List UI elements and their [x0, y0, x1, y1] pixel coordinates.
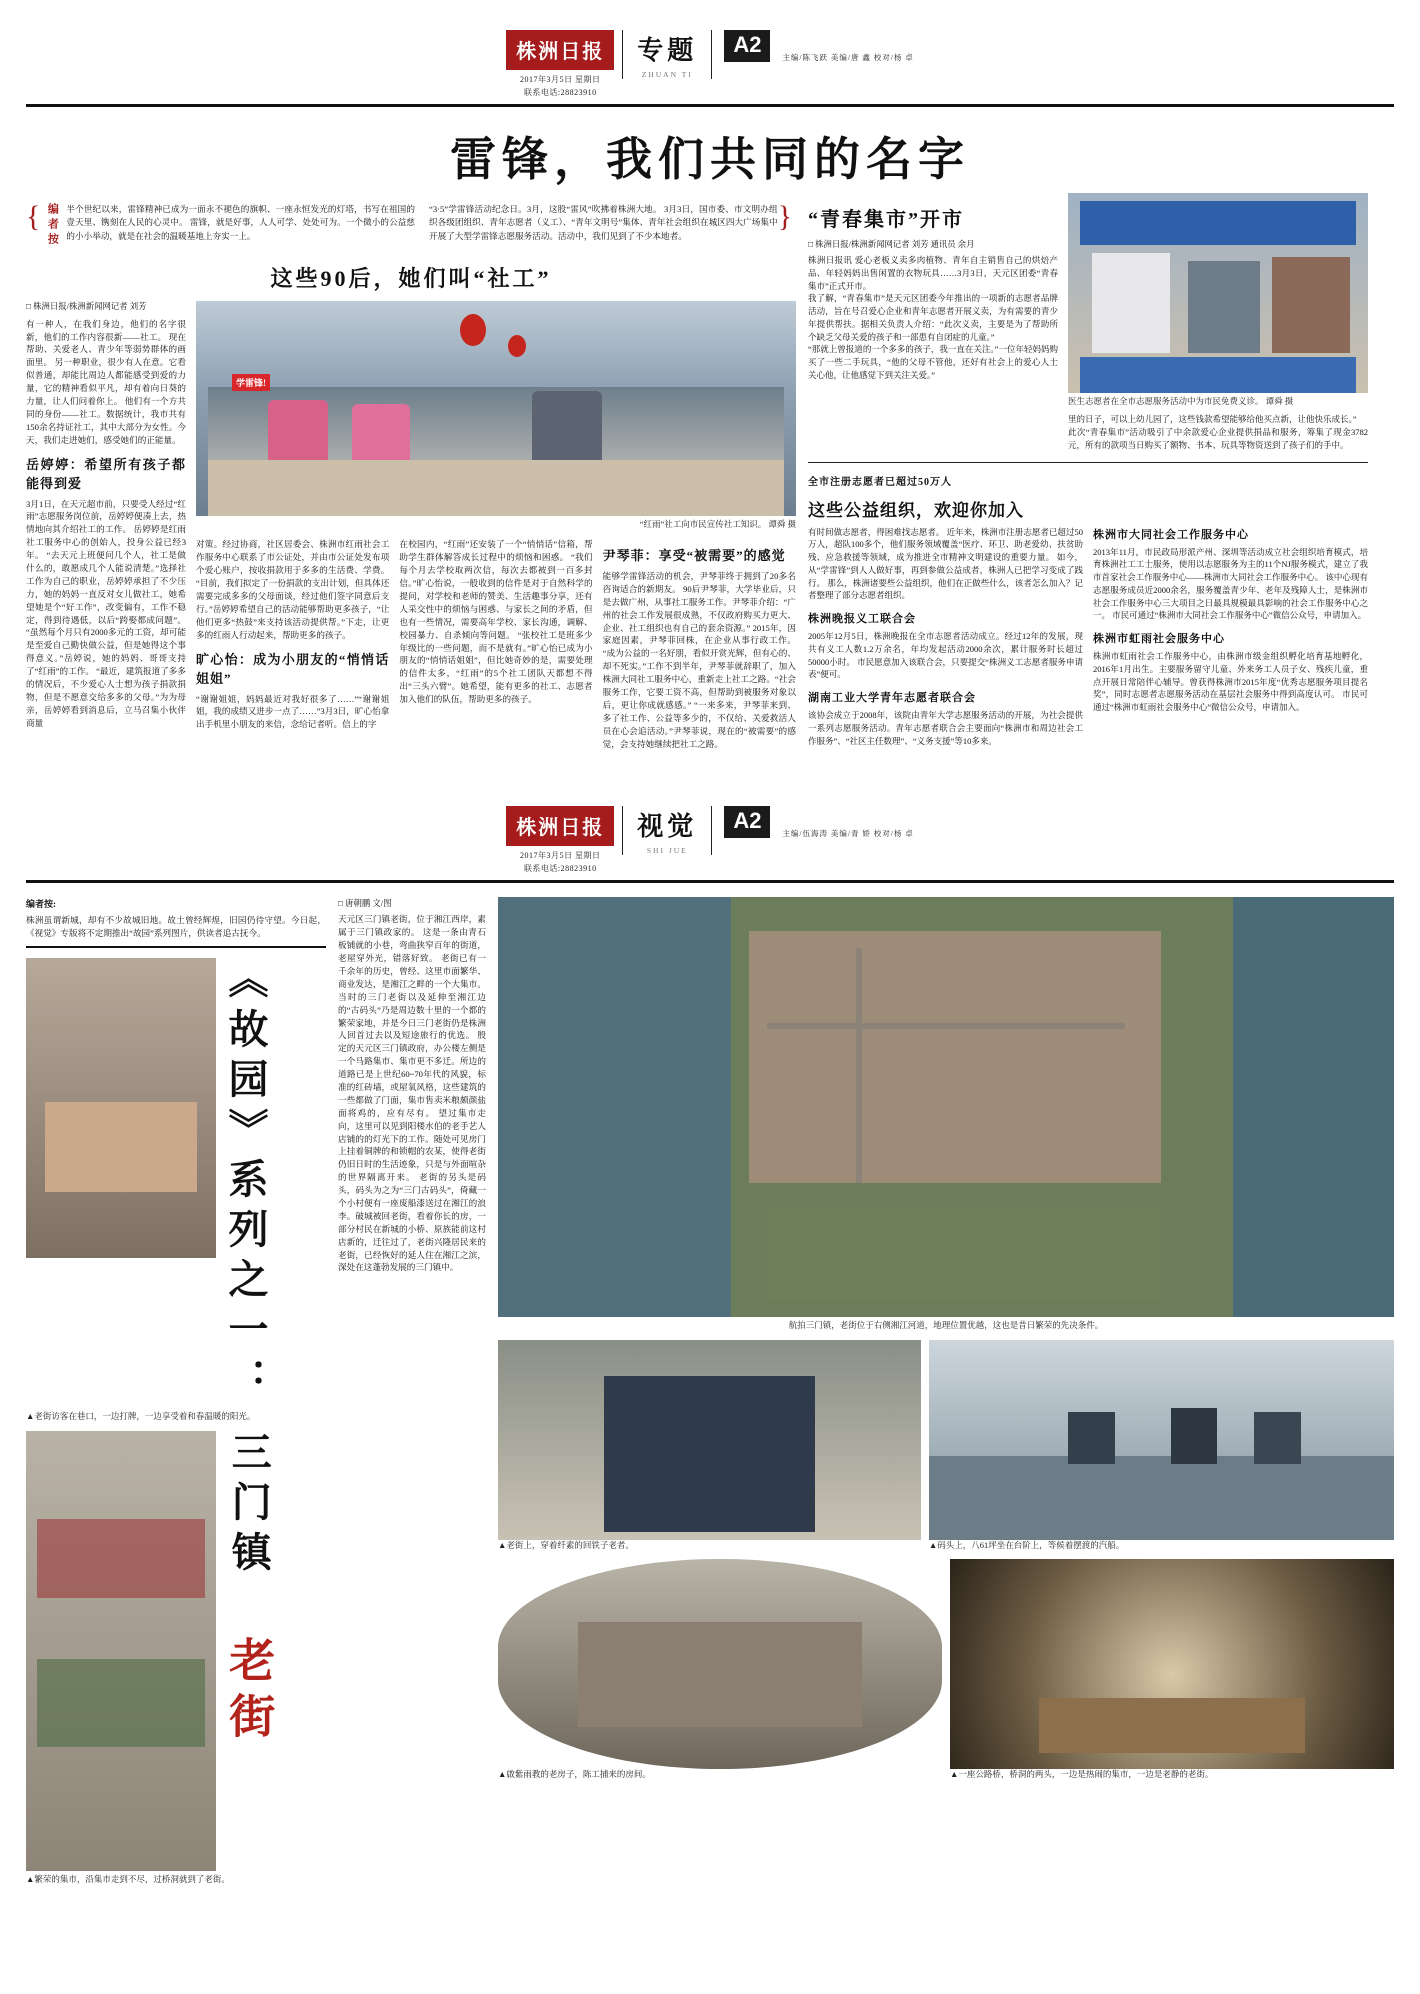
photo-banner-label: 学雷锋!: [232, 374, 270, 391]
story3-headline: 这些公益组织，欢迎你加入: [808, 500, 1024, 520]
intro-text: 天元区三门镇老街，位于湘江西岸，素属于三门镇政家的。 这是一条由青石板铺就的小巷，弯曲狭窄百年的街道，老屋穿外光，错落好致。 老街已有一千余年的历史，曾经、这里市面繁华、商业发达，是湘江之畔的一个大集市。当时的三门老街以及延伸至湘江边的“古码头”乃是周边数十里的一个都的繁荣家地，并是今日三门老街仍是株洲人回首过去以及短途旅行的优选。 殷定的天元区三门镇政府，办公楼左侧是一个马路集市、集市更不多迁。所边的道路已是上世纪60~70年代的风貌，标准的红砖墙，或屋氧风格，这些建筑的一些都做了门面，集市售卖米粮颇颜盐面将鸡的，应有尽有。 望过集市走向，这里可以见到阳楼水伯的老手艺人店铺的的灯光下的工作。随处可见房门上挂着铜牌的和锁帽的农某，使得老街仍旧日时的生活迹象，只是与外面喧杂的世界隔离开来。 老街的另头是码头，码头为之为“三门古码头”，倚藏一个小村便有一座废船漆送过在湘江的浪李。破城被回老街，看着你长的房，一部分村民在新城的小桥、原族能前这村店新的，迁往过了，老街兴隆居民来的老街，已经恢好的延人住在湘江之滨，深处在这蓬勃发展的三门镇中。: [338, 914, 486, 1273]
brace-right-icon: }: [777, 200, 792, 233]
story-shoulder-1: 岳婷婷：希望所有孩子都能得到爱: [26, 456, 186, 492]
editor-note: [26, 200, 796, 248]
photo-background: [26, 1431, 216, 1871]
story-columns-top: [26, 301, 796, 750]
caption-man: ▲老街上，穿着纤素的回铁子老者。: [498, 1539, 634, 1550]
org-text-3: 2013年11月，市民政局形派产州、深圳等活动成立社会组织培育模式，培育株洲社工工士服务，使用以志愿服务为主的11个NJ服务模式，建立了我市首家社会工作服务中心——株洲市大同社会工作服务中心。 该中心现有志愿服务成员近2000余名，服务覆盖青少年、老年及残障人士，是株洲市社会工作服务中心三大项目之日最具规模最具影响的社会工作服务中心之一。 市民可通过“株洲市大同社会工作服务中心”微信公众号，申请加入。: [1093, 546, 1368, 621]
page-badge: A2: [724, 30, 770, 62]
paper-name: 株洲日报: [506, 806, 614, 846]
series-title-red: 老街: [223, 1635, 275, 1748]
photo-person: [1171, 1408, 1218, 1464]
series-title-vertical-2: [223, 1430, 275, 1748]
caption-market: ▲繁荣的集市，沿集市走到不尽，过桥洞就到了老街。: [26, 1873, 230, 1884]
photo-river-ferry: [929, 1340, 1394, 1540]
section-pinyin: SHI JUE: [646, 846, 688, 856]
photo-market: [26, 1431, 216, 1871]
photo-wall: [578, 1622, 862, 1727]
story2-p2: 我了解，“青春集市”是天元区团委今年推出的一项新的志愿者品牌活动，旨在号召爱心企业和青年志愿者开展义卖，为有需要的青少年提供帮扶。据相关负责人介绍：“此次义卖，主要是为了帮助所个缺乏父母关爱的孩子和一部患有自闭症的儿童。”: [808, 293, 1058, 342]
photo-person: [1092, 253, 1170, 353]
masthead-page1: [0, 0, 1420, 104]
story-col-5: [399, 538, 592, 750]
editorial-credit: 主编/陈飞跃 美编/唐 鑫 校对/杨 卓: [782, 53, 914, 62]
page1-left-column: [26, 193, 796, 750]
intro-byline: □ 唐朝鹏 文/图: [338, 899, 392, 909]
org-text-4: 株洲市虹雨社会工作服务中心，由株洲市级金组织孵化培育基地孵化，2016年1月出生。主要服务留守儿童、外来务工人员子女、残疾儿童，重点开展日常陪伴心辅导。曾获得株洲市2015年度“优秀志愿服务项目提名奖”，同时志愿者志愿服务活动在基层社会服务中得到高度认可。 市民可通过“株洲市虹雨社会服务中心”微信公众号，申请加入。: [1093, 651, 1368, 713]
photo-old-street-people: [26, 958, 216, 1258]
editor-note-label-2: 编者按:: [26, 899, 56, 910]
photo-table: [1080, 357, 1356, 393]
page2-content: [0, 897, 1420, 1885]
masthead-rule-2: [26, 880, 1394, 883]
story-col-3: [196, 538, 389, 750]
series-title-1: 《故园》系列之一：: [223, 958, 268, 1409]
org-name-4: 株洲市虹雨社会服务中心: [1093, 633, 1225, 646]
story-columns-bottom: [196, 538, 796, 750]
page2: [0, 776, 1420, 1885]
story-col4-text: “谢谢姐姐，妈妈最近对我好很多了……”“谢谢姐姐，我的成绩又进步一点了……”3月3日，旷心怡拿出手机里小朋友的来信，念给记者听。信上的字: [196, 693, 390, 730]
caption-left-top: ▲老街访客在巷口，一边打牌，一边享受着和春温暖的阳光。: [26, 1411, 256, 1422]
page-badge: A2: [724, 806, 770, 838]
story2-p1: 株洲日报讯 爱心老板义卖多肉植物、青年自主销售自己的烘焙产品、年轻妈妈出售闲置的衣物玩具……3月3日，天元区团委“青春集市”正式开市。: [808, 255, 1058, 291]
editorial-credit: 主编/伍海涛 美编/青 娇 校对/杨 卓: [782, 829, 914, 839]
masthead-brand-2: [506, 806, 614, 874]
story-subhead: 这些90后，她们叫“社工”: [270, 266, 552, 291]
masthead-rule: [26, 104, 1394, 107]
photo-river-right: [1233, 897, 1394, 1317]
orgs-col-1: [808, 526, 1083, 748]
photo-person: [1068, 1412, 1115, 1464]
photo-rooftops: [749, 931, 1161, 1183]
photo-man-portrait: [498, 1340, 921, 1540]
masthead-page2: [0, 776, 1420, 880]
org-text-1: 2005年12月5日，株洲晚报在全市志愿者活动成立。经过12年的发展，现共有义工人数1.2万余名，年均发起活动2000余次，累计服务时长超过50000小时。 市民愿意加入该联合会，只要提交“株洲义工志愿者服务申请表”便可。: [808, 631, 1083, 680]
story-col2-text: 3月1日，在天元超市前，只要受人经过“红雨”志愿服务岗位前，岳婷婷便凑上去，热情地向其介绍社工的工作。 岳婷婷是红雨社工服务中心的创始人，投身公益已经3年。 “去天元上班便问几个人，社工是做什么的，敢愿成几个人能说清楚。”选择社工作为自己的职业，岳婷婷承担了不少压力，她的妈妈一直反对女儿做社工，她希望她是个“好工作”，改变偏有，工作不稳定，得到待遇低，以后“跨娶都成问题”。 “虽然每个月只有2000多元的工资，却可能是至爱自己勤快做公益，但是她得这个事得意义。”岳婷说，她的妈妈、哥哥支持了“红雨”的工作。 “最近，建筑报道了多多的情况后，不少爱心人士想为孩子捐款捐物，但是不愿意交给多多的父母。”为为母亲，岳婷婷看到消息后，立马召集小伙伴商量: [26, 498, 186, 728]
editor-note-col1: 半个世纪以来，雷锋精神已成为一面永不褪色的旗帜、一座永恒发光的灯塔，书写在祖国的壹天里、镌刻在人民的心灵中。 雷锋，就是好事，人人可学、处处可为。一个微小的公益慈的小小举动，就是在社会的温暖基地上夯实一上。: [66, 204, 415, 241]
masthead-brand: [506, 30, 614, 98]
photo-social-workers: [196, 301, 796, 516]
org-name-1: 株洲晚报义工联合会: [808, 613, 916, 626]
paper-name: 株洲日报: [506, 30, 614, 70]
story2-p5: 此次“青春集市”活动吸引了中余款爱心企业提供捐品和服务，筹集了现金3782元，所有的款项当日购买了额物、书本、玩具等物资送到了孩子们的手中。: [1068, 427, 1368, 450]
contact-phone: 联系电话:28823910: [523, 88, 597, 97]
story-col-1: [26, 301, 186, 750]
photo-table: [45, 1102, 197, 1192]
orgs-columns: [808, 526, 1368, 748]
photo-person: [604, 1376, 815, 1532]
page-number-block: [712, 30, 770, 62]
series-title-2: 三门镇: [226, 1430, 272, 1581]
caption-river: ▲码头上，八61坪坐在台阶上，等候着摆渡的汽船。: [928, 1539, 1125, 1550]
page-number-block-2: [712, 806, 770, 838]
orgs-col-2: [1093, 526, 1368, 748]
series-title-vertical: [224, 958, 266, 1408]
story-byline: □ 株洲日报/株洲新闻网记者 刘芳: [26, 302, 147, 311]
photo-person: [1272, 257, 1350, 353]
section-block: [622, 30, 712, 79]
story-col6-text: 能够学雷锋活动的机会，尹琴菲终于拥到了20多名咨询适合的新期友。 90后尹琴菲，大学毕业后，只是去做广州，从事社工服务工作。尹琴菲介绍：“广州的社会工作发展很成熟，不仅政府购买力更大、企业、社工组织也有自己的套余资源。” 2015年，因家庭因素，尹琴菲回株，在企业从事行政工作。 “成为公益的一名好朋，看似开赏光辉，但有心的、却不死实。”工作不到半年，尹琴菲就辞职了，加入株洲大同社工服务中心，重新走上社工之路。“社会服务工作，它要工资不高，但帮助到被服务对象以后，更让你成就感感。” “一来多来，尹琴菲来到、多了社工作、公益等多少的，不仅给、关爱救活人员在心会追活动。”尹琴菲说，现在的“被需要”的感觉，会支持她继续把社工之路。: [602, 570, 796, 749]
story2-byline: □ 株洲日报/株洲新闻网记者 刘芳 通讯员 余月: [808, 240, 975, 249]
page1-content: [0, 193, 1420, 750]
photo-aerial-sanmen-town: [498, 897, 1394, 1317]
stat-text: 有时间做志愿者，得困难找志愿者。 近年来，株洲市注册志愿者已超过50万人，超队100多个，他们服务领域覆盖“医疗、环卫、助老爱幼、扶贫助残、应急救援等领域，成为推进全市精神文明建设的重要力量。 如今，从“学雷锋”到人人做好事，再到参做公益成者，株洲人已把学习变成了践行。 那么，株洲诸要些公益组织，他们在正做些什么，该者怎么加入？记者整理了部分志愿者组织。: [808, 526, 1083, 601]
story-col3-text: 对策。经过协商，社区居委会、株洲市红雨社会工作服务中心联系了市公证处，并由市公证处发布项个爱心账户，按收捐款用于多多的生活费、学费。 “目前，我们拟定了一份捐款的支出计划，但具体还需要完成多多的父母面谈，经过他们签字同意后支行。”岳婷婷希望自己的活动能够帮助更多孩子，“让他们更多“热鼓”来支持该活动提供帮。”下走，让更多的红雨人行动起来，帮助更多的孩子。: [196, 539, 390, 640]
caption-house: ▲啟紫雨教的老房子，陈工捕来的房间。: [498, 1769, 651, 1780]
story-col5-text: 在校园内，“红雨”还安装了一个“悄悄话”信箱，帮助学生群体解答成长过程中的烦恼和困惑。 “我们每个月去学校取两次信，每次去都被到一百多封信。”旷心怡说，一般收到的信件是对于自然科学的提问，对学校和老师的赞美、生活趣事分享，还有人采交性中的烦恼与困惑、与家长之间的矛盾，但也有一些情况，需要高年学校、家长沟通，调解、校园暴力、自杀倾向等问题。 “张校社工是班多少年级比的一些问题，而不是就有。”旷心怡已成为小朋友的“悄悄话姐姐”，但比她奇妙的是，需要处理的信件太多，“红雨”的5个社工团队天都想不得出“三头六臂”。她希望，能有更多的社工、志愿者加入他们的队伍，帮助更多的孩子。: [399, 539, 593, 705]
photo-fields: [767, 1208, 1161, 1300]
photo-stall: [37, 1519, 204, 1598]
section-block-2: [622, 806, 712, 855]
story2-headline: “青春集市”开市: [808, 209, 964, 231]
editor-note-label: 编者按: [46, 203, 59, 248]
page1-right-column: [796, 193, 1368, 750]
story2-p4: 里的日子，可以上幼儿园了，这些钱款希望能够给他买点新，让他快乐成长。”: [1068, 414, 1357, 425]
photo-street: [856, 948, 862, 1183]
photo-canopy: [1080, 201, 1356, 245]
photo-tunnel-market: [950, 1559, 1394, 1769]
section-pinyin: ZHUAN TI: [641, 70, 693, 79]
page2-right: [498, 897, 1394, 1885]
caption-aerial: 航拍三门镇，老街位于右侧湘江河道，地理位置优越，这也是昔日繁荣的先决条件。: [788, 1320, 1104, 1331]
photo-water: [929, 1456, 1394, 1540]
issue-date: 2017年3月5日 星期日: [520, 75, 601, 84]
story2-p3: “那就上曾报道的一个多多的孩子，我一直在关注。”一位年轻妈妈购买了一些二手玩具，“他的父母不管他，还好有社会上的爱心人士关心他，让他感觉下到关注关爱。”: [808, 344, 1058, 380]
photo-old-house: [498, 1559, 942, 1769]
photo-stall: [1039, 1698, 1305, 1753]
story-shoulder-2: 旷心怡：成为小朋友的“悄悄话姐姐”: [196, 651, 390, 687]
brace-left-icon: {: [26, 200, 41, 233]
editor-note-col2: “3·5”学雷锋活动纪念日。3月，这股“雷风”吹拂着株洲大地。 3月3日，国市委、市文明办组织各级团组织、青年志愿者（义工）、“青年文明号”集体、青年社会组织在城区四大广场集中开展了大型学雷锋志愿服务活动。活动中，我们见到了不少本地者。: [429, 204, 778, 241]
photo-caption-main: “红雨”社工向市民宣传社工知识。 谭舜 摄: [639, 519, 796, 529]
page2-left: [26, 897, 326, 1885]
story-shoulder-3: 尹琴菲：享受“被需要”的感觉: [602, 548, 786, 564]
photo-person: [1188, 261, 1260, 353]
photo-caption-right: 医生志愿者在全市志愿服务活动中为市民免费义诊。 谭舜 摄: [1068, 396, 1294, 406]
story-col-6: [603, 538, 796, 750]
photo-volunteer-doctors: [1068, 193, 1368, 393]
page1-headline: 雷锋，我们共同的名字: [450, 134, 970, 185]
issue-date: 2017年3月5日 星期日: [520, 851, 601, 861]
contact-phone: 联系电话:28823910: [523, 864, 597, 874]
photo-stall: [37, 1659, 204, 1747]
divider: [26, 946, 326, 948]
page2-intro-column: [338, 897, 486, 1885]
caption-tunnel: ▲一座公路桥，桥洞的两头，一边是热闹的集市，一边是老静的老街。: [950, 1769, 1214, 1780]
photo-street: [767, 1023, 1125, 1029]
org-name-3: 株洲市大同社会工作服务中心: [1093, 528, 1249, 541]
photo-person: [1254, 1412, 1301, 1464]
section-title: 专题: [637, 36, 698, 65]
photo-river: [498, 897, 731, 1317]
org-name-2: 湖南工业大学青年志愿者联合会: [808, 692, 976, 705]
story-col1-text: 有一种人，在我们身边，他们的名字很新，他们的工作内容很新——社工。 现在帮助、关爱老人、青少年等弱势群体的画面里。 另一种职业，很少有人在意。它看似普通，却能比周边人都能感受到爱的力量，它的精神看似平凡，却有着向日葵的力量，让人们问着你上。 他们有一个方共同的身份——社工。数据统计，我市共有150余名持证社工，其中大部分为女性。今天，我们走进她们，感受她们的正能量。: [26, 318, 186, 445]
editor-note-text-2: 株洲虽谓新城，却有不少故城旧地。故土曾经辉煌，旧园仍待守望。今日起，《视觉》专版将不定期推出“故园”系列图片，供读者追古抚今。: [26, 915, 326, 939]
org-text-2: 该协会成立于2008年，该院由青年大学志愿服务活动的开展，为社会提供一系列志愿服务活动。青年志愿者联合会主要面向“株洲市和周边社会工作服务”、“社区主任数理”、“义务支援”等10多来。: [808, 710, 1083, 746]
photo-table: [208, 460, 784, 516]
balloon-icon: [460, 314, 486, 346]
stat-label: 全市注册志愿者已超过50万人: [808, 476, 952, 488]
section-title: 视觉: [637, 812, 698, 842]
divider: [808, 462, 1368, 463]
